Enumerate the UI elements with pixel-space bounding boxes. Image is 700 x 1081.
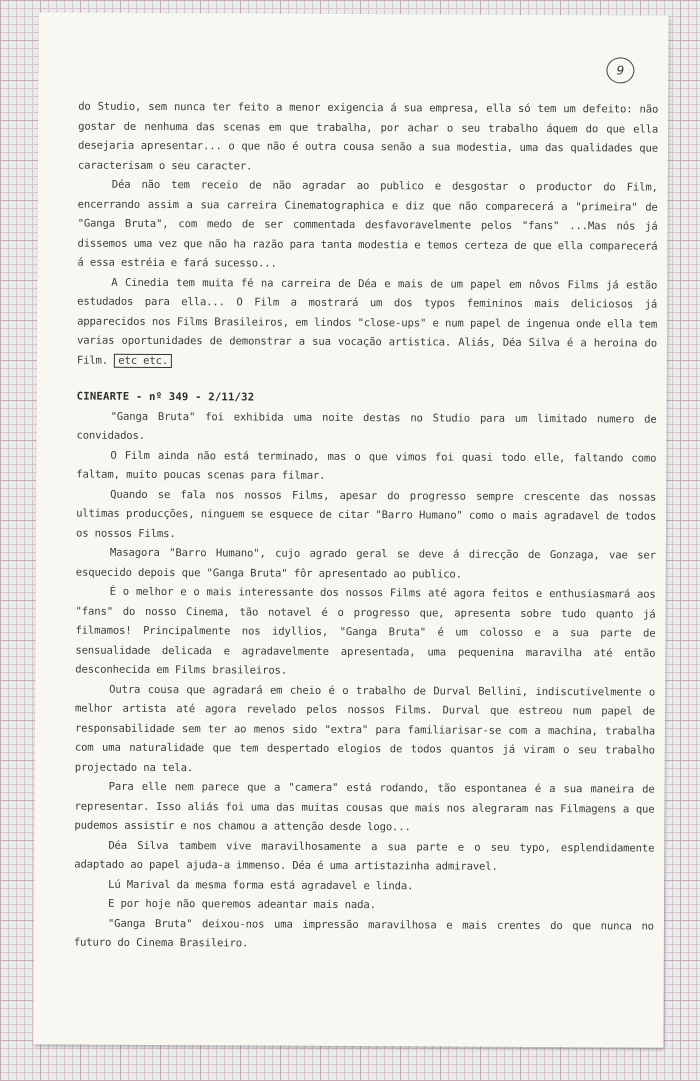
section-paragraph: Lú Marival da mesma forma está agradavel e linda. xyxy=(108,878,414,892)
section-paragraph: Outra cousa que agradará em cheio é o trabalho de Durval Bellini, indiscutivelmente o melhor artista até agora revelado pelos nossos Films. Durval que estreou num papel de responsabilidade sem ter ao menos sido "extra" para familiarisar-se com a machina, trabalha com uma naturalidade que tem despertado elogios de todos quantos já viram o seu trabalho projectado na tela. xyxy=(74,683,656,774)
intro-paragraph: do Studio, sem nunca ter feito a menor exigencia á sua empresa, ella só tem um defeito: não gostar de nenhuma das scenas em que trabalha, por achar o seu trabalho áquem do que ella desejaria apresentar... o que não é outra cousa senão a sua modestia, uma das qualidades que caracterisam o seu caracter. xyxy=(77,100,659,172)
section-paragraph: É o melhor e o mais interessante dos nossos Films até agora feitos e enthusiasmará aos "fans" do nosso Cinema, tão notavel é o progresso que, apresenta sobre tudo quanto já filmamos! Principalmente nos idyllios, "Ganga Bruta" é um colosso e a sua parte de sensualidade delicada e agradavelmente apresentada, uma pequenina maravilha até então desconhecida em Films brasileiros. xyxy=(75,585,656,677)
section-paragraph: O Film ainda não está terminado, mas o que vimos foi quasi todo elle, faltando como faltam, muito poucas scenas para filmar. xyxy=(76,449,657,482)
section-paragraph: Para elle nem parece que a "camera" está rodando, tão espontanea é a sua maneira de representar. Isso aliás foi uma das muitas cousas que mais nos alegraram nas Filmagens a que pudemos assistir e nos chamou a attenção desde logo... xyxy=(74,780,655,834)
section-paragraph: "Ganga Bruta" foi exhibida uma noite destas no Studio para um limitado numero de convidados. xyxy=(76,410,657,442)
section-heading: CINEARTE - nº 349 - 2/11/32 xyxy=(76,390,255,404)
bracketed-etc: etc etc. xyxy=(114,353,172,367)
section-paragraph: Déa Silva tambem vive maravilhosamente a sua parte e o seu typo, esplendidamente adaptado ao papel ajuda-a immenso. Déa é uma artistazinha admiravel. xyxy=(74,839,655,873)
intro-paragraph-text: A Cinedia tem muita fé na carreira de Déa e mais de um papel em nôvos Films já estão estudados para ella... O Film a mostrará um dos typos femininos mais deliciosos já apparecidos nos Films Brasileiros, em lindos "close-ups" e num papel de ingenua onde ella tem varias oportunidades de demonstrar a sua vocação artistica. Aliás, Déa Silva é a heroina do Film. xyxy=(76,276,658,367)
document-sheet xyxy=(33,12,668,1047)
document-body xyxy=(74,98,658,957)
intro-paragraph: Déa não tem receio de não agradar ao publico e desgostar o productor do Film, encerrando assim a sua carreira Cinematographica e diz que não comparecerá a "primeira" de "Ganga Bruta", com medo de ser commentada desfavoravelmente pelos "fans" ...Mas nós já dissemos uma vez que não ha razão para tanta modestia e temos certeza de que ella comparecerá á essa estréia e fará sucesso... xyxy=(77,178,658,270)
section-paragraph: Quando se fala nos nossos Films, apesar do progresso sempre crescente das nossas ultimas producções, ninguem se esquece de citar "Barro Humano" como o mais agradavel de todos os nossos Films. xyxy=(75,488,657,540)
section-paragraph: Masagora "Barro Humano", cujo agrado geral se deve á direcção de Gonzaga, vae ser esquecido depois que "Ganga Bruta" fôr apresentado ao publico. xyxy=(75,546,656,581)
section-paragraph: E por hoje não queremos adeantar mais nada. xyxy=(108,897,376,912)
intro-paragraph xyxy=(77,273,658,374)
page-number: 9 xyxy=(606,57,634,83)
section-paragraph: "Ganga Bruta" deixou-nos uma impressão maravilhosa e mais crentes do que nunca no futuro do Cinema Brasileiro. xyxy=(73,917,654,950)
